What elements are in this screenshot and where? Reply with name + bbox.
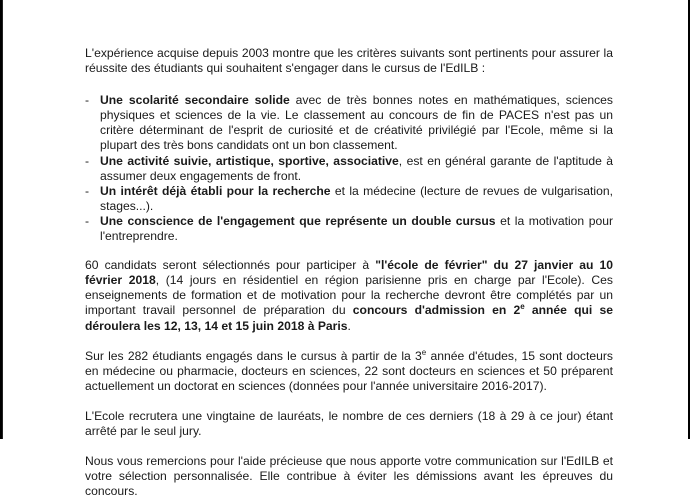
list-dash: - [85,153,90,168]
criteria-item [85,93,613,153]
list-dash: - [85,93,90,108]
criteria-item-text: avec de très bonnes notes en mathématiques, sciences physiques et sciences de la vie. Le classement au concours de fin de PACES n'est pas un critère déterminant de l'esprit de curiosité et de créativité privilégié par l'Ecole, même si la plupart des très bons candidats ont un bon classement. [100,93,613,153]
selection-text: . [347,318,351,333]
concours-dates: année qui se déroulera les 12, 13, 14 et 15 juin 2018 à Paris [85,303,613,333]
ordinal-superscript: e [520,302,525,312]
ordinal-superscript: e [421,347,427,357]
criteria-item-text: et la motivation pour l'entreprendre. [100,213,613,244]
ecole-fevrier-dates: "l'école de février" du 27 janvier au 10 février 2018 [85,258,613,288]
stats-text: année d'études, 15 sont docteurs en médecine ou pharmacie, docteurs en sciences, 22 sont docteurs en sciences et 50 préparent actuellement un doctorat en sciences (données pour l'année universitaire 2016-2017). [85,348,613,393]
concours-label: concours d'admission en 2 [352,303,521,318]
criteria-item [85,214,613,244]
criteria-item [85,154,613,184]
criteria-item-text: et la médecine (lecture de revues de vulgarisation, stages...). [100,183,613,213]
left-scan-edge [0,0,3,439]
list-dash: - [85,183,90,198]
document-page [85,46,613,499]
criteria-item-text: , est en général garante de l'aptitude à assumer deux engagements de front. [100,153,613,183]
criteria-item-title: Une scolarité secondaire solide [100,93,290,108]
criteria-item-title: Une activité suivie, artistique, sportive, associative [100,153,399,168]
selection-text: 60 candidats seront sélectionnés pour participer à [85,258,376,273]
selection-paragraph [85,258,613,333]
criteria-item-title: Un intérêt déjà établi pour la recherche [100,183,331,198]
stats-text: Sur les 282 étudiants engagés dans le cursus à partir de la 3 [85,348,422,363]
stats-paragraph [85,349,613,394]
list-dash: - [85,213,90,228]
thanks-paragraph: Nous vous remercions pour l'aide précieuse que nous apporte votre communication sur l'EdILB et votre sélection personnalisée. Elle contribue à éviter les démissions avant les épreuves du concours. [85,454,613,499]
laureates-paragraph: L'Ecole recrutera une vingtaine de lauréats, le nombre de ces derniers (18 à 29 à ce jour) étant arrêté par le seul jury. [85,408,613,438]
criteria-item [85,184,613,214]
criteria-item-title: Une conscience de l'engagement que représente un double cursus [100,213,496,228]
selection-text: , (14 jours en résidentiel en région parisienne pris en charge par l'Ecole). Ces enseignements de formation et de motivation pour la recherche devront être complétés par un important travail personnel de préparation du [85,273,613,318]
intro-paragraph: L'expérience acquise depuis 2003 montre que les critères suivants sont pertinents pour assurer la réussite des étudiants qui souhaitent s'engager dans le cursus de l'EdILB : [85,46,613,76]
criteria-list [85,93,613,244]
